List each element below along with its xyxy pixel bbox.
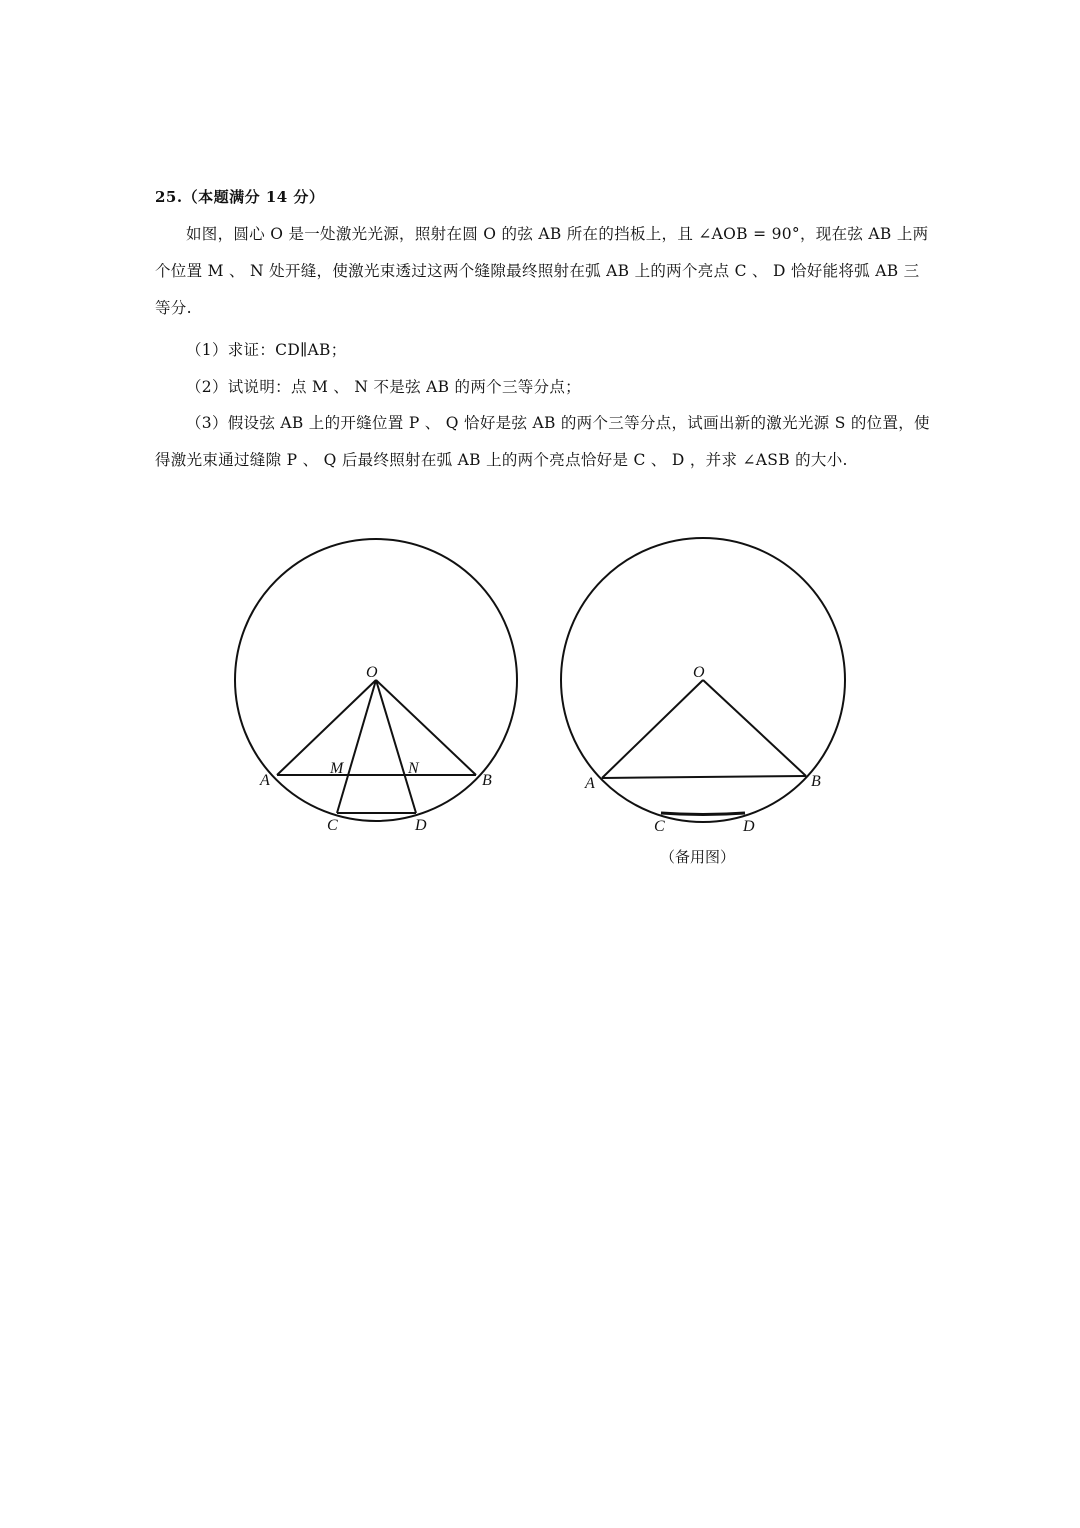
label-A: A — [260, 772, 270, 789]
backup-figure-labels — [584, 664, 821, 866]
backup-arc-CD — [661, 813, 745, 815]
backup-label-A: A — [585, 775, 595, 792]
label-D: D — [415, 817, 427, 834]
label-N: N — [408, 760, 419, 777]
backup-label-B: B — [811, 773, 821, 790]
backup-chord-AB — [602, 776, 806, 778]
label-O: O — [366, 664, 378, 681]
backup-label-D: D — [743, 818, 755, 835]
backup-radius-OB — [703, 680, 806, 776]
problem-intro: 如图，圆心 O 是一处激光光源，照射在圆 O 的弦 AB 所在的挡板上，且 ∠AOB = 90°，现在弦 AB 上两个位置 M 、 N 处开缝，使激光束透过这两个缝隙最终照射在弧 AB 上的两个亮点 C 、 D 恰好能将弧 AB 三等分. — [155, 225, 929, 317]
label-B: B — [482, 772, 492, 789]
backup-label-C: C — [654, 818, 665, 835]
question-3: （3）假设弦 AB 上的开缝位置 P 、 Q 恰好是弦 AB 的两个三等分点，试画出新的激光光源 S 的位置，使得激光束通过缝隙 P 、 Q 后最终照射在弧 AB 上的两个亮点恰好是 C 、 D ，并求 ∠ASB 的大小. — [155, 414, 930, 469]
backup-label-O: O — [693, 664, 705, 681]
label-C: C — [327, 817, 338, 834]
backup-radius-OA — [602, 680, 703, 778]
problem-heading: 25.（本题满分 14 分） — [155, 188, 325, 206]
label-M: M — [330, 760, 344, 777]
question-2: （2）试说明：点 M 、 N 不是弦 AB 的两个三等分点； — [186, 378, 581, 396]
backup-caption: （备用图） — [660, 848, 736, 866]
question-1: （1）求证：CD∥AB； — [186, 341, 347, 359]
main-figure-labels — [259, 664, 492, 834]
